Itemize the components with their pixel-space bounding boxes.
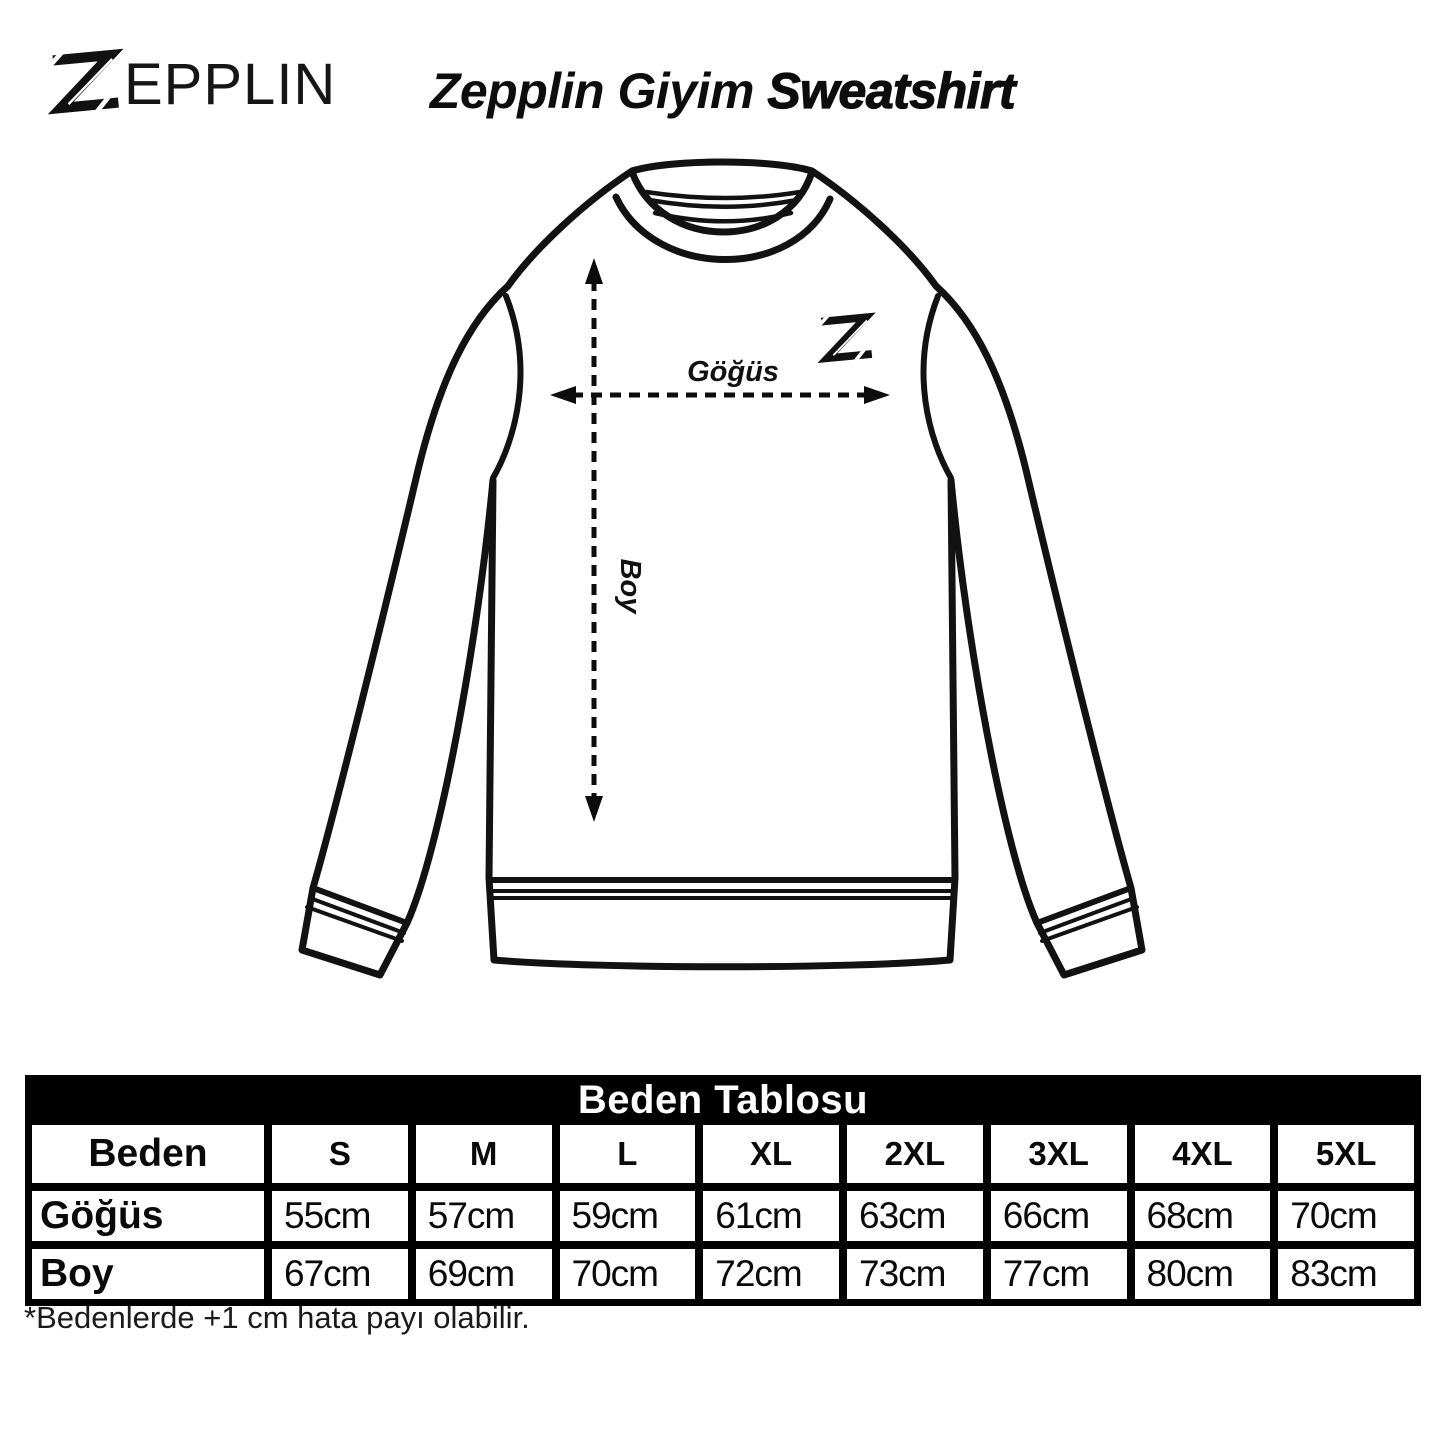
row-label-cell: Göğüs xyxy=(32,1191,264,1241)
size-footnote: *Bedenlerde +1 cm hata payı olabilir. xyxy=(24,1300,530,1335)
size-header-cell: 3XL xyxy=(991,1125,1127,1183)
brand-wordmark: EPPLIN xyxy=(124,52,337,117)
size-header-cell: 5XL xyxy=(1278,1125,1414,1183)
size-header-cell: S xyxy=(272,1125,408,1183)
value-cell: 77cm xyxy=(991,1249,1127,1299)
value-cell: 72cm xyxy=(703,1249,839,1299)
value-cell: 61cm xyxy=(703,1191,839,1241)
value-cell: 70cm xyxy=(1278,1191,1414,1241)
value-cell: 57cm xyxy=(416,1191,552,1241)
row-label-cell: Boy xyxy=(32,1249,264,1299)
page-title-bold: Sweatshirt xyxy=(767,63,1016,119)
value-cell: 80cm xyxy=(1135,1249,1271,1299)
length-label: Boy xyxy=(614,558,646,614)
size-header-cell: 2XL xyxy=(847,1125,983,1183)
value-cell: 63cm xyxy=(847,1191,983,1241)
size-header-cell: 4XL xyxy=(1135,1125,1271,1183)
size-header-cell: M xyxy=(416,1125,552,1183)
value-cell: 66cm xyxy=(991,1191,1127,1241)
value-cell: 55cm xyxy=(272,1191,408,1241)
size-header-cell: L xyxy=(560,1125,696,1183)
size-grid xyxy=(25,1125,1421,1306)
chest-label: Göğüs xyxy=(687,356,779,388)
size-table-title: Beden Tablosu xyxy=(577,1077,869,1122)
value-cell: 68cm xyxy=(1135,1191,1271,1241)
size-table xyxy=(25,1075,1421,1306)
value-cell: 69cm xyxy=(416,1249,552,1299)
value-cell: 67cm xyxy=(272,1249,408,1299)
size-col-header: Beden xyxy=(32,1125,264,1183)
size-header-cell: XL xyxy=(703,1125,839,1183)
value-cell: 59cm xyxy=(560,1191,696,1241)
page-title-regular: Zepplin Giyim xyxy=(429,63,754,119)
value-cell: 70cm xyxy=(560,1249,696,1299)
sweatshirt-outline xyxy=(302,162,1142,975)
value-cell: 83cm xyxy=(1278,1249,1414,1299)
value-cell: 73cm xyxy=(847,1249,983,1299)
